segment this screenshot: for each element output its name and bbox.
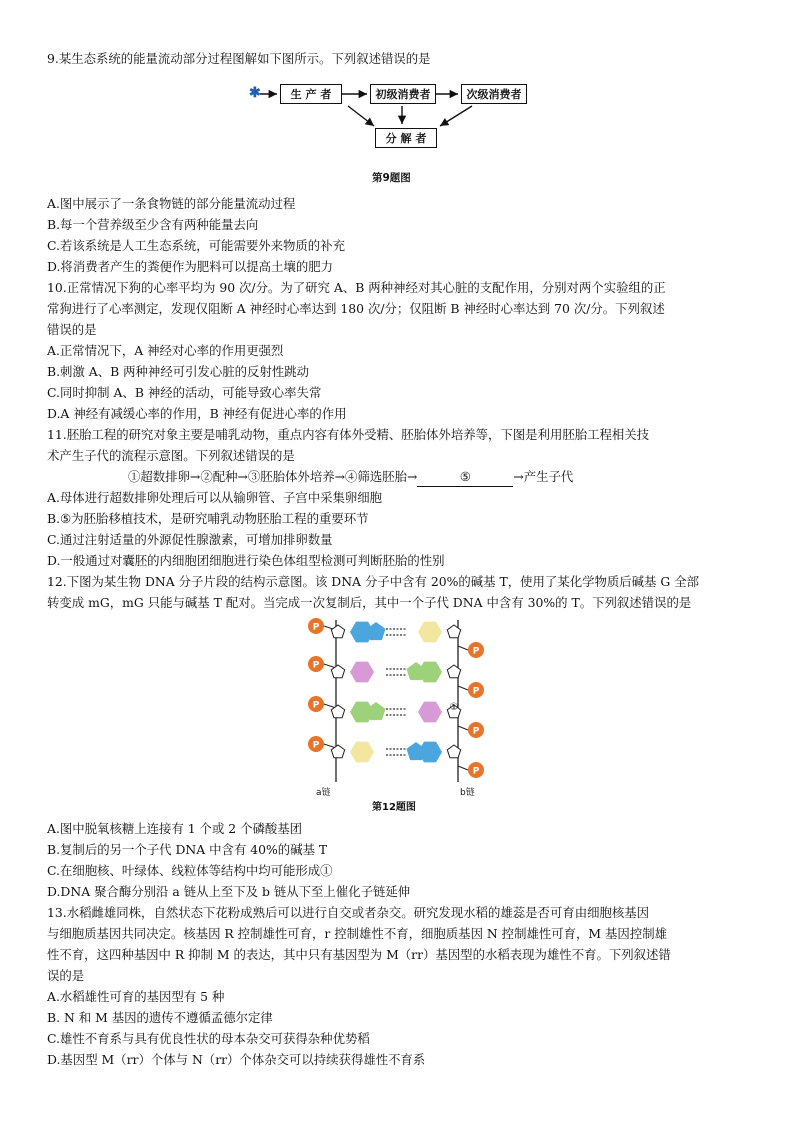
q13-option-a: A.水稻雄性可育的基因型有 5 种: [47, 989, 225, 1004]
q10-option-a: A.正常情况下，A 神经对心率的作用更强烈: [47, 343, 284, 358]
q9-option-c: C.若该系统是人工生态系统，可能需要外来物质的补充: [47, 238, 345, 253]
q10-stem-line: 常狗进行了心率测定，发现仅阻断 A 神经时心率达到 180 次/分；仅阻断 B 神经时心率达到 70 次/分。下列叙述: [47, 301, 665, 316]
q11-flow-suffix: →产生子代: [513, 469, 574, 484]
phosphate-bond: [458, 646, 468, 650]
figure-12-caption: 第12题图: [372, 802, 416, 813]
base-a: [350, 742, 374, 763]
phosphate-label: P: [312, 622, 320, 633]
deoxyribose-b: [447, 665, 460, 678]
phosphate-label: P: [312, 660, 320, 671]
sun-star-icon: ✱: [249, 85, 261, 101]
q10-stem-line: 10.正常情况下狗的心率平均为 90 次/分。为了研究 A、B 两种神经对其心脏的支配作用，分别对两个实验组的正: [47, 280, 666, 295]
q11-flow-blank: ⑤: [417, 468, 513, 487]
q10-option-c: C.同时抑制 A、B 神经的活动，可能导致心率失常: [47, 385, 322, 400]
energy-flow-diagram: [240, 78, 540, 158]
q9-option-d: D.将消费者产生的粪便作为肥料可以提高土壤的肥力: [47, 259, 334, 274]
phosphate-label: P: [472, 646, 480, 657]
q11-option-c: C.通过注射适量的外源促性腺激素，可增加排卵数量: [47, 532, 333, 547]
primary-consumer-node: 初级消费者: [370, 84, 436, 104]
q13-option-b: B. N 和 M 基因的遗传不遵循孟德尔定律: [47, 1010, 273, 1025]
phosphate-label: P: [312, 740, 320, 751]
dna-structure-diagram: [298, 612, 498, 812]
base-a: [350, 662, 374, 683]
q11-option-b: B.⑤为胚胎移植技术，是研究哺乳动物胚胎工程的重要环节: [47, 511, 369, 526]
q12-option-a: A.图中脱氧核糖上连接有 1 个或 2 个磷酸基团: [47, 821, 303, 836]
secondary-consumer-node: 次级消费者: [461, 84, 527, 104]
q12-stem-line: 转变成 mG，mG 只能与碱基 T 配对。当完成一次复制后，其中一个子代 DNA 中含有 30%的 T。下列叙述错误的是: [47, 595, 692, 610]
strand-a-label: a链: [316, 788, 331, 798]
deoxyribose-b: [447, 745, 460, 758]
q13-stem-line: 误的是: [47, 968, 85, 983]
q11-flow-prefix: ①超数排卵→②配种→③胚胎体外培养→④筛选胚胎→: [128, 469, 418, 484]
dna-structure-svg: [298, 612, 498, 812]
q10-option-b: B.刺激 A、B 两种神经可引发心脏的反射性跳动: [47, 364, 310, 379]
phosphate-label: P: [472, 686, 480, 697]
q10-stem-line: 错误的是: [47, 322, 97, 337]
phosphate-label: P: [312, 700, 320, 711]
q10-option-d: D.A 神经有减缓心率的作用，B 神经有促进心率的作用: [47, 406, 347, 421]
q9-option-a: A.图中展示了一条食物链的部分能量流动过程: [47, 196, 296, 211]
q11-stem-line: 术产生子代的流程示意图。下列叙述错误的是: [47, 448, 295, 463]
q13-stem-line: 与细胞质基因共同决定。核基因 R 控制雄性可育，r 控制雄性不育，细胞质基因 N 控制雄性可育，M 基因控制雄: [47, 926, 667, 941]
q9-stem: 9.某生态系统的能量流动部分过程图解如下图所示。下列叙述错误的是: [47, 51, 431, 66]
deoxyribose-a: [331, 625, 344, 638]
q12-option-d: D.DNA 聚合酶分别沿 a 链从上至下及 b 链从下至上催化子链延伸: [47, 884, 411, 899]
deoxyribose-b: [447, 625, 460, 638]
q11-option-d: D.一般通过对囊胚的内细胞团细胞进行染色体组型检测可判断胚胎的性别: [47, 553, 445, 568]
decomposer-node: 分 解 者: [375, 128, 437, 148]
phosphate-bond: [458, 686, 468, 690]
base-b: [418, 702, 442, 723]
q9-option-b: B.每一个营养级至少含有两种能量去向: [47, 217, 259, 232]
base-b: [418, 622, 442, 643]
q13-option-c: C.雄性不育系与具有优良性状的母本杂交可获得杂种优势稻: [47, 1031, 370, 1046]
q11-flow: [128, 468, 573, 487]
marker-1-label: ①: [449, 702, 459, 713]
producer-node: 生 产 者: [280, 84, 342, 104]
q12-option-c: C.在细胞核、叶绿体、线粒体等结构中均可能形成①: [47, 863, 333, 878]
strand-b-label: b链: [460, 788, 475, 798]
phosphate-bond: [458, 766, 468, 770]
q13-option-d: D.基因型 M（rr）个体与 N（rr）个体杂交可以持续获得雄性不育系: [47, 1052, 426, 1067]
figure-9-caption: 第9题图: [372, 172, 411, 184]
phosphate-label: P: [472, 766, 480, 777]
q11-stem-line: 11.胚胎工程的研究对象主要是哺乳动物，重点内容有体外受精、胚胎体外培养等，下图是利用胚胎工程相关技: [47, 427, 650, 442]
q12-option-b: B.复制后的另一个子代 DNA 中含有 40%的碱基 T: [47, 842, 328, 857]
phosphate-bond: [458, 726, 468, 730]
q12-stem-line: 12.下图为某生物 DNA 分子片段的结构示意图。该 DNA 分子中含有 20%的碱基 T，使用了某化学物质后碱基 G 全部: [47, 574, 699, 589]
q13-stem-line: 性不育，这四种基因中 R 抑制 M 的表达，其中只有基因型为 M（rr）基因型的水稻表现为雄性不育。下列叙述错: [47, 947, 671, 962]
q11-option-a: A.母体进行超数排卵处理后可以从输卵管、子宫中采集卵细胞: [47, 490, 383, 505]
q13-stem-line: 13.水稻雌雄同株，自然状态下花粉成熟后可以进行自交或者杂交。研究发现水稻的雄蕊是否可育由细胞核基因: [47, 905, 650, 920]
phosphate-label: P: [472, 726, 480, 737]
